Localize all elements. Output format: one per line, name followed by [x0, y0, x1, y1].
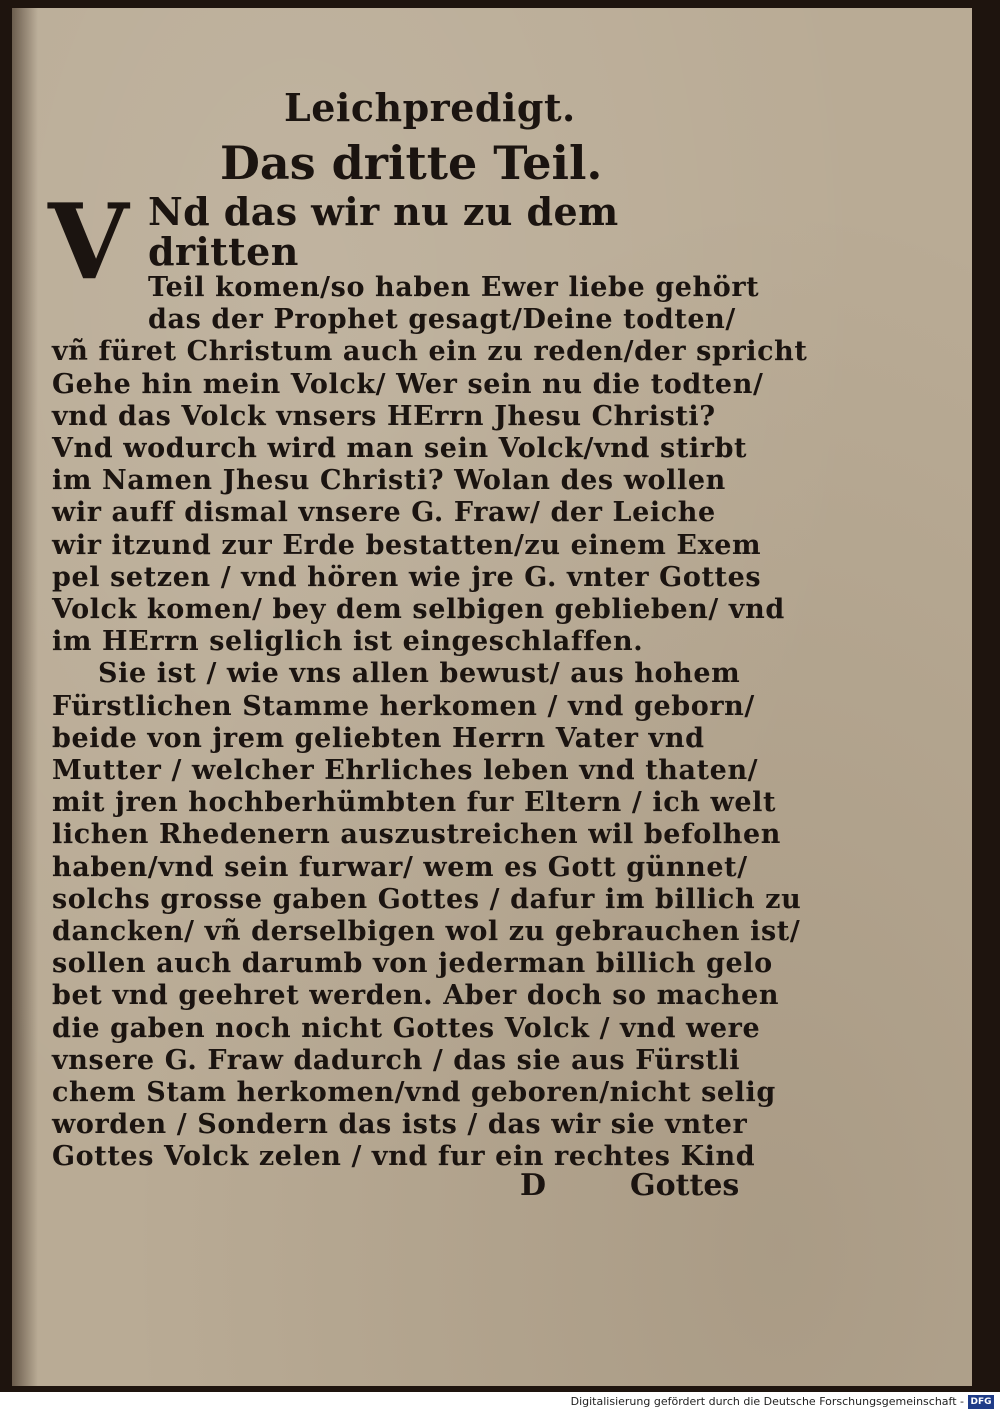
text-line: im Namen Jhesu Christi? Wolan des wollen	[52, 465, 726, 497]
dfg-logo-icon: DFG	[968, 1395, 994, 1409]
page-bottom-marks	[520, 1168, 740, 1208]
text-line: Teil komen/so haben Ewer liebe gehört	[148, 272, 760, 303]
text-line: wir auff dismal vnsere G. Fraw/ der Leiche	[52, 497, 716, 529]
text-line: vnd das Volck vnsers HErrn Jhesu Christi?	[52, 400, 716, 432]
footer-bar	[0, 1392, 1000, 1413]
running-head: Leichpredigt.	[284, 85, 576, 130]
catchword: Gottes	[630, 1168, 740, 1203]
text-line: Volck komen/ bey dem selbigen geblieben/ vnd	[52, 594, 785, 626]
text-line: bet vnd geehret werden. Aber doch so machen	[52, 980, 780, 1012]
text-line: die gaben noch nicht Gottes Volck / vnd were	[52, 1012, 761, 1044]
section-title: Das dritte Teil.	[220, 136, 603, 190]
text-line: solchs grosse gaben Gottes / dafur im billich zu	[52, 883, 802, 915]
text-line: im HErrn seliglich ist eingeschlaffen.	[52, 626, 644, 658]
text-line: das der Prophet gesagt/Deine todten/	[148, 304, 736, 336]
text-line: vñ füret Christum auch ein zu reden/der spricht	[52, 336, 808, 368]
binding-shadow	[12, 8, 38, 1386]
paragraph-start-line: Sie ist / wie vns allen bewust/ aus hohem	[98, 658, 741, 690]
text-line: vnsere G. Fraw dadurch / das sie aus Fürstli	[52, 1044, 741, 1076]
text-line: dancken/ vñ derselbigen wol zu gebrauchen ist/	[52, 916, 801, 948]
text-line: Fürstlichen Stamme herkomen / vnd geborn/	[52, 690, 755, 722]
decorated-initial: V	[48, 180, 129, 303]
page-text	[48, 82, 808, 1174]
first-line: Nd das wir nu zu dem dritten	[148, 189, 619, 274]
text-line: wir itzund zur Erde bestatten/zu einem Exem	[52, 529, 762, 561]
text-line: chem Stam herkomen/vnd geboren/nicht selig	[52, 1077, 776, 1109]
text-line: beide von jrem geliebten Herrn Vater vnd	[52, 722, 705, 754]
text-line: haben/vnd sein furwar/ wem es Gott günnet/	[52, 851, 748, 883]
text-line: Gottes Volck zelen / vnd fur ein rechtes Kind	[52, 1141, 756, 1173]
text-line: worden / Sondern das ists / das wir sie vnter	[52, 1109, 748, 1141]
text-line: mit jren hochberhümbten fur Eltern / ich welt	[52, 787, 777, 819]
text-line: lichen Rhedenern auszustreichen wil befolhen	[52, 819, 781, 851]
text-line: Mutter / welcher Ehrliches leben vnd thaten/	[52, 755, 759, 787]
text-line: Vnd wodurch wird man sein Volck/vnd stirbt	[52, 433, 748, 465]
funding-credit: Digitalisierung gefördert durch die Deutsche Forschungsgemeinschaft -	[570, 1395, 964, 1408]
text-line: Gehe hin mein Volck/ Wer sein nu die todten/	[52, 368, 764, 400]
signature-mark: D	[520, 1168, 547, 1203]
opening-paragraph	[48, 180, 760, 336]
text-line: sollen auch darumb von jederman billich gelo	[52, 948, 773, 980]
text-line: pel setzen / vnd hören wie jre G. vnter Gottes	[52, 561, 762, 593]
